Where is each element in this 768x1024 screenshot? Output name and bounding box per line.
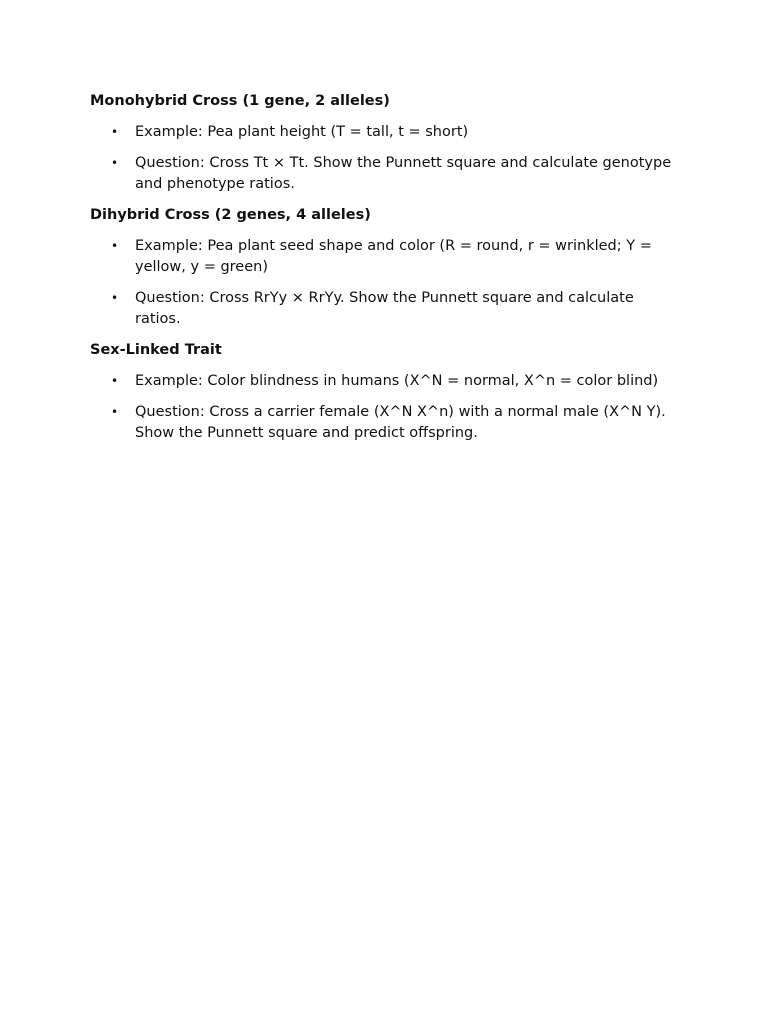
- bullet-icon: •: [111, 374, 119, 388]
- section-dihybrid-cross: [90, 205, 688, 330]
- bullet-icon: •: [111, 239, 119, 253]
- section-sex-linked-trait: [90, 340, 688, 444]
- bullet-icon: •: [111, 156, 119, 170]
- bullet-icon: •: [111, 405, 119, 419]
- section-title: Monohybrid Cross (1 gene, 2 alleles): [90, 93, 390, 109]
- list-item: [90, 371, 688, 392]
- bullet-list: [90, 122, 688, 195]
- section-monohybrid-cross: [90, 91, 688, 195]
- list-item: [90, 402, 688, 444]
- list-item: [90, 236, 688, 278]
- section-title: Sex-Linked Trait: [90, 342, 222, 358]
- list-item: [90, 122, 688, 143]
- list-item-text: Question: Cross a carrier female (X^N X^n) with a normal male (X^N Y). Show the Punnett square and predict offspring.: [135, 404, 666, 441]
- bullet-list: [90, 371, 688, 444]
- bullet-list: [90, 236, 688, 330]
- list-item: [90, 288, 688, 330]
- list-item-text: Example: Pea plant height (T = tall, t = short): [135, 124, 469, 140]
- list-item-text: Question: Cross RrYy × RrYy. Show the Punnett square and calculate ratios.: [135, 290, 634, 327]
- section-title: Dihybrid Cross (2 genes, 4 alleles): [90, 207, 371, 223]
- bullet-icon: •: [111, 125, 119, 139]
- bullet-icon: •: [111, 291, 119, 305]
- list-item-text: Example: Pea plant seed shape and color (R = round, r = wrinkled; Y = yellow, y = green): [135, 238, 652, 275]
- list-item-text: Example: Color blindness in humans (X^N = normal, X^n = color blind): [135, 373, 659, 389]
- list-item-text: Question: Cross Tt × Tt. Show the Punnett square and calculate genotype and phenotype ratios.: [135, 155, 672, 192]
- list-item: [90, 153, 688, 195]
